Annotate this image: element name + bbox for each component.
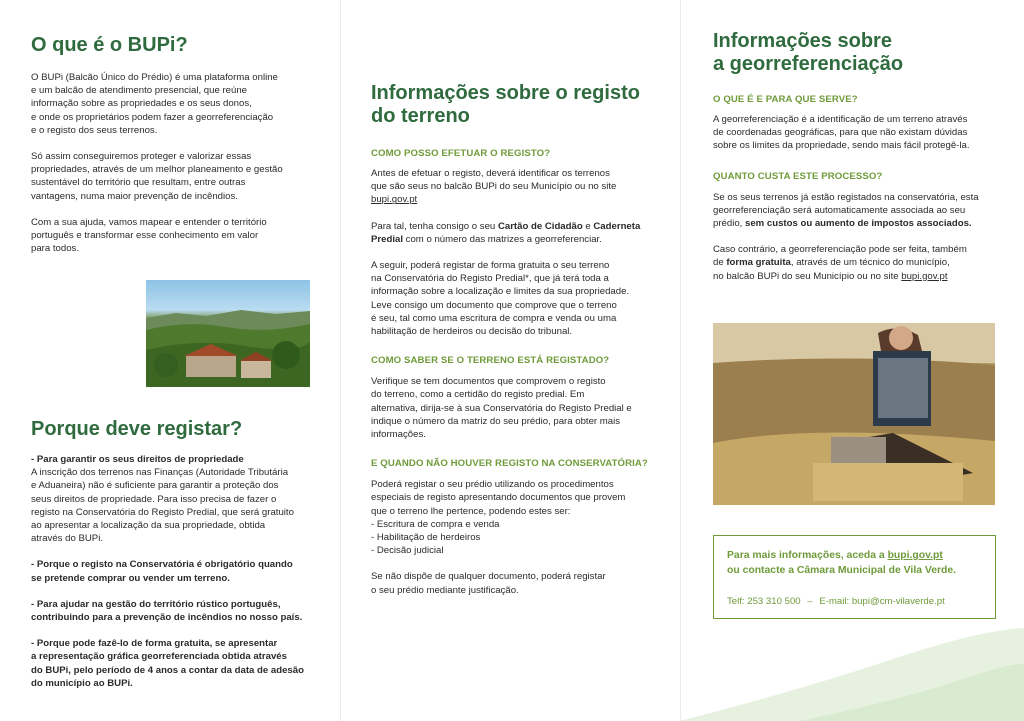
- line: Antes de efetuar o registo, deverá identificar os terrenos: [371, 168, 610, 179]
- line: sustentável do território que resultam, entre outras: [31, 177, 246, 189]
- line: A inscrição dos terrenos nas Finanças (Autoridade Tributária: [31, 467, 289, 479]
- line: na Conservatória do Registo Predial*, que já terá toda a: [371, 273, 609, 285]
- contact-box: [713, 535, 996, 619]
- line: e Aduaneira) não é suficiente para garantir a proteção dos: [31, 480, 279, 492]
- title-georeferencing: [713, 30, 1024, 76]
- title-registration: [371, 82, 680, 128]
- text-bold: Caderneta: [593, 220, 641, 232]
- para-justification: [371, 570, 680, 596]
- text: e: [582, 220, 594, 232]
- title-what-is-bupi: O que é o BUPi?: [31, 34, 188, 56]
- line: seus direitos de propriedade. Para isso precisa de fazer o: [31, 493, 277, 505]
- landscape-village-photo: [146, 280, 310, 387]
- phone-text: Telf: 253 310 500: [727, 596, 801, 607]
- line: informação sobre as propriedades e os seus donos,: [31, 98, 252, 110]
- line: Se não dispõe de qualquer documento, poderá registar: [371, 571, 606, 583]
- line: indique o número da matriz do seu prédio, para obter mais: [371, 415, 621, 427]
- document-list: [371, 518, 680, 558]
- list-item: - Habilitação de herdeiros: [371, 532, 481, 544]
- title-why-register: Porque deve registar?: [31, 418, 243, 440]
- text: Para mais informações, aceda a: [727, 550, 888, 561]
- decorative-hills: [680, 620, 1024, 721]
- line: - Porque pode fazê-lo de forma gratuita, se apresentar: [31, 638, 278, 650]
- contact-bupi-link[interactable]: bupi.gov.pt: [887, 550, 943, 561]
- reason-2: [31, 558, 331, 584]
- bupi-link[interactable]: bupi.gov.pt: [901, 270, 948, 282]
- subheading-how-register: COMO POSSO EFETUAR O REGISTO?: [371, 148, 551, 159]
- title-line: a georreferenciação: [713, 53, 904, 75]
- subheading-no-registry: E QUANDO NÃO HOUVER REGISTO NA CONSERVATÓRIA?: [371, 458, 648, 470]
- text-bold: Predial: [371, 233, 403, 245]
- line: do BUPi, pelo período de 4 anos a contar da data de adesão: [31, 664, 304, 676]
- line: - Para ajudar na gestão do território rústico português,: [31, 598, 281, 610]
- line: o seu prédio mediante justificação.: [371, 584, 519, 596]
- line: A georreferenciação é a identificação de um terreno através: [713, 114, 968, 125]
- line: Só assim conseguiremos proteger e valorizar essas: [31, 151, 252, 163]
- para-verify: [371, 375, 680, 441]
- line: Verifique se tem documentos que comprovem o registo: [371, 376, 606, 388]
- line: e um balcão de atendimento presencial, que reúne: [31, 85, 248, 97]
- text-bold: forma gratuita: [726, 257, 791, 269]
- line: que são seus no balcão BUPi do seu Município ou no site: [371, 181, 617, 193]
- title-line: Informações sobre o registo: [371, 82, 640, 104]
- text: no balcão BUPi do seu Município ou no site: [713, 270, 902, 282]
- text: , através de um técnico do município,: [790, 257, 950, 269]
- line: contribuindo para a prevenção de incêndios no nosso país.: [31, 612, 303, 624]
- line: habilitação de herdeiros ou decisão do tribunal.: [371, 326, 573, 338]
- bupi-link[interactable]: bupi.gov.pt: [371, 194, 418, 206]
- line: A seguir, poderá registar de forma gratuita o seu terreno: [371, 260, 610, 272]
- line: português e transformar esse conhecimento em valor: [31, 230, 259, 242]
- line: - Porque o registo na Conservatória é obrigatório quando: [31, 559, 293, 571]
- para-intro: [31, 71, 340, 137]
- para-help: [31, 216, 340, 256]
- list-item: - Escritura de compra e venda: [371, 518, 500, 530]
- line: informações.: [371, 429, 426, 441]
- section-why-register: [31, 418, 331, 690]
- text: de: [713, 257, 727, 269]
- reason-1: [31, 453, 331, 545]
- line: a representação gráfica georreferenciada obtida através: [31, 651, 287, 663]
- line: especiais de registo apresentando documentos que provem: [371, 492, 626, 504]
- line: Se os seus terrenos já estão registados na conservatória, esta: [713, 191, 979, 203]
- para-definition: [713, 113, 1024, 153]
- para-otherwise: [713, 243, 1024, 283]
- line: através do BUPi.: [31, 533, 103, 545]
- line: alternativa, dirija-se à sua Conservatória do Registo Predial e: [371, 402, 632, 414]
- title-line: Informações sobre: [713, 30, 892, 52]
- line: Leve consigo um documento que comprove que o terreno: [371, 299, 617, 311]
- text: com o número das matrizes a georreferenciar.: [403, 233, 602, 245]
- line: propriedades, através de um melhor planeamento e gestão: [31, 164, 283, 176]
- line: que o terreno lhe pertence, podendo estes ser:: [371, 505, 571, 517]
- farmer-laptop-photo: [713, 323, 995, 505]
- line: e o registo dos seus terrenos.: [31, 124, 158, 136]
- line: e onde os proprietários podem fazer a georreferenciação: [31, 111, 274, 123]
- line: informação sobre a localização e limites da sua propriedade.: [371, 286, 630, 298]
- line: Caso contrário, a georreferenciação pode ser feita, também: [713, 244, 967, 256]
- line: Com a sua ajuda, vamos mapear e entender o território: [31, 216, 267, 228]
- line: de coordenadas geográficas, para que não existam dúvidas: [713, 127, 968, 139]
- reason-3: [31, 598, 331, 624]
- para-identify: [371, 167, 680, 207]
- line: sobre os limites da propriedade, sendo mais fácil protegê-la.: [713, 140, 970, 152]
- line: registo na Conservatória do Registo Predial, que será gratuito: [31, 506, 294, 518]
- text-bold: sem custos ou aumento de impostos associados.: [745, 218, 972, 230]
- reason-4: [31, 637, 331, 690]
- line: do terreno, como a certidão do registo predial. Em: [371, 389, 585, 401]
- contact-details: [727, 596, 995, 607]
- para-documents: [371, 220, 680, 246]
- reason-1-head: - Para garantir os seus direitos de propriedade: [31, 454, 244, 465]
- subheading-what-is: O QUE É E PARA QUE SERVE?: [713, 94, 858, 105]
- para-protect: [31, 150, 340, 203]
- panel-registration: [340, 0, 680, 721]
- title-line: do terreno: [371, 105, 470, 127]
- contact-lead: [727, 548, 995, 578]
- list-item: - Decisão judicial: [371, 545, 444, 557]
- text: ou contacte a Câmara Municipal de Vila Verde.: [727, 565, 957, 576]
- separator: –: [807, 596, 813, 607]
- para-cost: [713, 191, 1024, 231]
- line: georreferenciação será automaticamente associada ao seu: [713, 204, 966, 216]
- text-bold: Cartão de Cidadão: [497, 220, 583, 232]
- line: para todos.: [31, 243, 80, 255]
- line: O BUPi (Balcão Único do Prédio) é uma plataforma online: [31, 72, 278, 83]
- text: Para tal, tenha consigo o seu: [371, 220, 498, 232]
- para-register-free: [371, 259, 680, 338]
- line: vantagens, numa maior prevenção de incêndios.: [31, 190, 238, 202]
- email-text[interactable]: E-mail: bupi@cm-vilaverde.pt: [819, 596, 945, 607]
- text: prédio,: [713, 218, 745, 230]
- subheading-how-know: COMO SABER SE O TERRENO ESTÁ REGISTADO?: [371, 355, 610, 367]
- line: do município ao BUPi.: [31, 677, 133, 689]
- line: se pretende comprar ou vender um terreno.: [31, 572, 230, 584]
- subheading-cost: QUANTO CUSTA ESTE PROCESSO?: [713, 170, 883, 182]
- para-special-procedures: [371, 478, 680, 518]
- line: é seu, tal como uma escritura de compra e venda ou uma: [371, 312, 617, 324]
- line: ao apresentar a localização da sua propriedade, obtida: [31, 520, 266, 532]
- line: Poderá registar o seu prédio utilizando os procedimentos: [371, 479, 614, 491]
